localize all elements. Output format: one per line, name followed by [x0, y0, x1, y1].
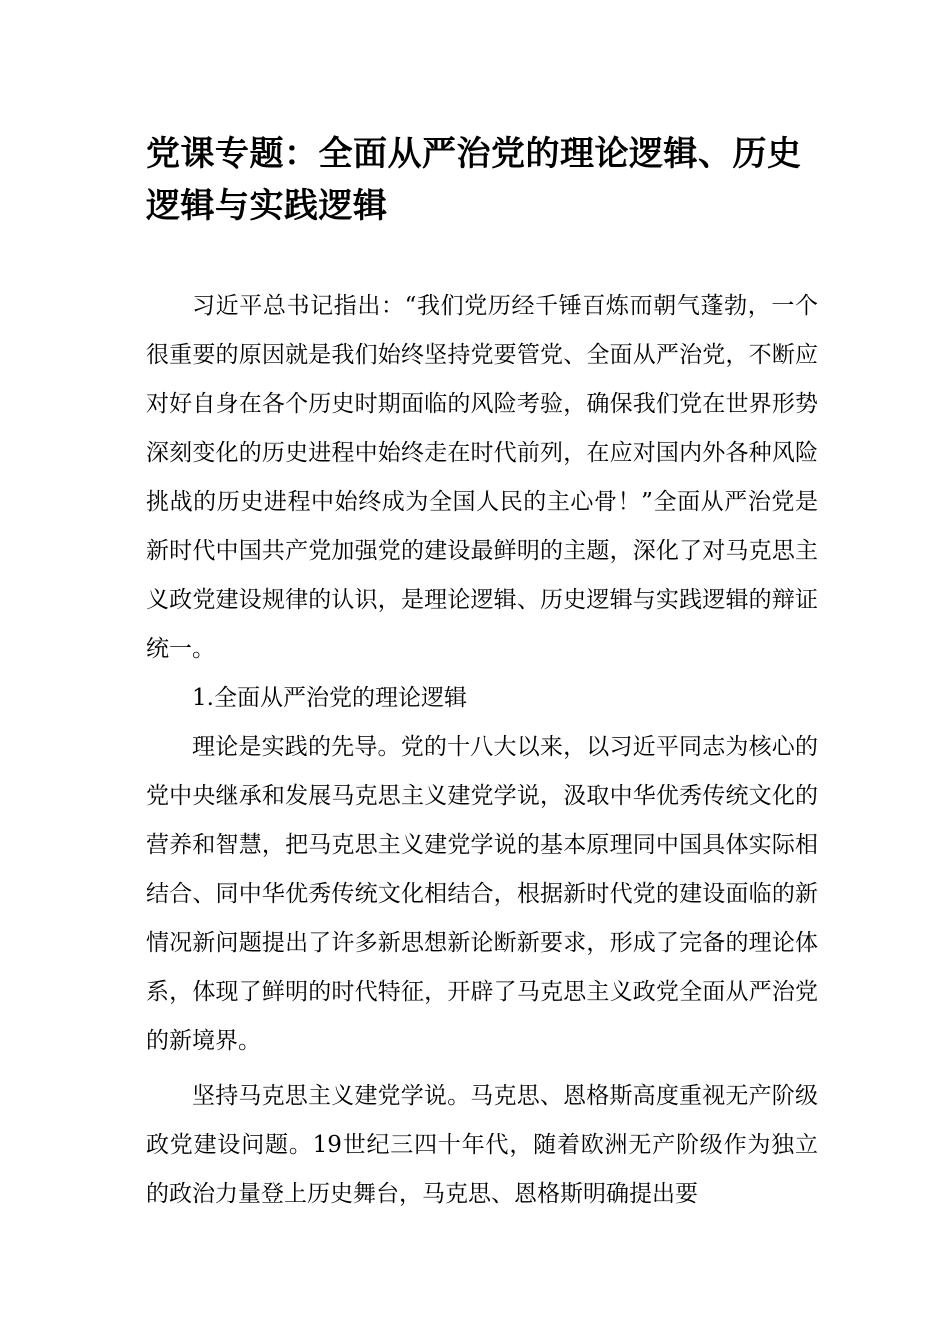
- theory-paragraph: 理论是实践的先导。党的十八大以来，以习近平同志为核心的党中央继承和发展马克思主义建党学说，汲取中华优秀传统文化的营养和智慧，把马克思主义建党学说的基本原理同中国具体实际相结合、同中华优秀传统文化相结合，根据新时代党的建设面临的新情况新问题提出了许多新思想新论断新要求，形成了完备的理论体系，体现了鲜明的时代特征，开辟了马克思主义政党全面从严治党的新境界。: [146, 734, 818, 1054]
- intro-paragraph: 习近平总书记指出：“我们党历经千锤百炼而朝气蓬勃，一个很重要的原因就是我们始终坚持党要管党、全面从严治党，不断应对好自身在各个历史时期面临的风险考验，确保我们党在世界形势深刻变化的历史进程中始终走在时代前列，在应对国内外各种风险挑战的历史进程中始终成为全国人民的主心骨！”全面从严治党是新时代中国共产党加强党的建设最鲜明的主题，深化了对马克思主义政党建设规律的认识，是理论逻辑、历史逻辑与实践逻辑的辩证统一。: [146, 293, 818, 662]
- document-body: [146, 282, 818, 1219]
- document-title: 党课专题：全面从严治党的理论逻辑、历史逻辑与实践逻辑: [146, 134, 802, 226]
- marxism-paragraph: 坚持马克思主义建党学说。马克思、恩格斯高度重视无产阶级政党建设问题。19世纪三四十年代，随着欧洲无产阶级作为独立的政治力量登上历史舞台，马克思、恩格斯明确提出要: [146, 1083, 818, 1207]
- section-heading: 1.全面从严治党的理论逻辑: [192, 685, 467, 711]
